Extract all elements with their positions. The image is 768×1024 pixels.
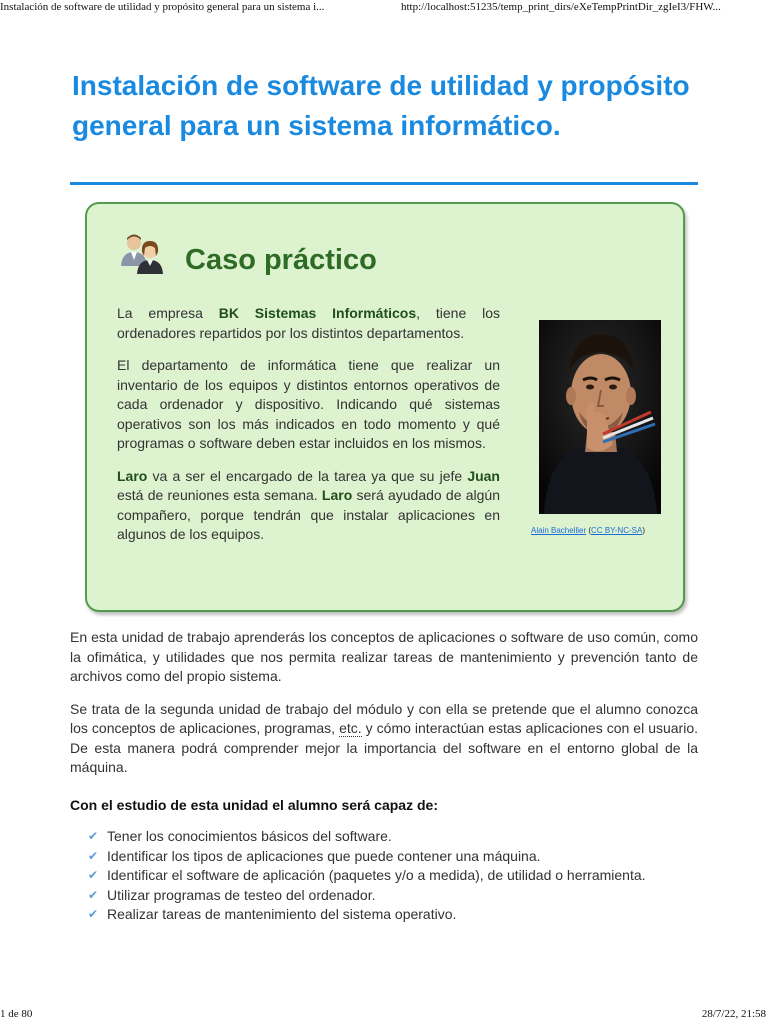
text-span: y cómo interactúan estas aplicaciones con el usuario. De esta manera podrá comprender mejor la importancia del software en el entorno global de la máquina. bbox=[70, 720, 699, 775]
list-item bbox=[88, 866, 698, 886]
case-study-box bbox=[85, 202, 685, 612]
print-footer bbox=[0, 1004, 768, 1024]
objective-text: Identificar los tipos de aplicaciones que puede contener una máquina. bbox=[107, 847, 541, 864]
page-title: Instalación de software de utilidad y propósito general para un sistema informático. bbox=[72, 70, 690, 141]
print-date: 28/7/22, 21:58 bbox=[701, 1008, 766, 1020]
text-span: , tiene los ordenadores repartidos por los distintos departamentos. bbox=[117, 305, 500, 341]
page-number: 1 de 80 bbox=[0, 1008, 33, 1020]
abbreviation: etc. bbox=[339, 720, 362, 736]
objective-text: Utilizar programas de testeo del ordenador. bbox=[107, 886, 376, 903]
print-header-title: Instalación de software de utilidad y propósito general para un sistema i... bbox=[0, 1, 325, 13]
check-icon: ✔ bbox=[88, 887, 99, 902]
list-item bbox=[88, 847, 698, 867]
company-name: BK Sistemas Informáticos bbox=[218, 305, 417, 321]
objective-text: Identificar el software de aplicación (paquetes y/o a medida), de utilidad o herramienta. bbox=[107, 867, 646, 883]
objective-text: Realizar tareas de mantenimiento del sistema operativo. bbox=[107, 906, 457, 922]
list-item bbox=[88, 905, 698, 925]
text-span: va a ser el encargado de la tarea ya que su jefe bbox=[147, 467, 468, 484]
text-span: Se trata de la segunda unidad de trabajo del módulo y con ella se pretende que el alumno conozca los conceptos de aplicaciones, programas, bbox=[70, 700, 698, 736]
person-name: Laro bbox=[321, 487, 353, 503]
people-icon bbox=[119, 232, 165, 276]
check-icon: ✔ bbox=[88, 868, 99, 882]
caption-paren-open: ( bbox=[588, 526, 592, 535]
check-icon: ✔ bbox=[88, 829, 99, 843]
unit-introduction bbox=[70, 628, 698, 925]
title-divider bbox=[70, 182, 698, 185]
case-paragraph-2: El departamento de informática tiene que realizar un inventario de los equipos y distintos entornos operativos de cada ordenador y dispositivo. Indicando qué sistemas operativos son los más indicados en todo momento y qué programas o software deben estar incluidos en los mismos. bbox=[117, 357, 500, 451]
photo-caption bbox=[531, 526, 661, 535]
case-paragraph-3 bbox=[117, 467, 500, 545]
person-name: Laro bbox=[117, 467, 148, 484]
list-item bbox=[88, 827, 698, 847]
objectives-list bbox=[70, 827, 698, 925]
person-name: Juan bbox=[467, 467, 500, 484]
check-icon: ✔ bbox=[88, 907, 99, 921]
case-study-heading: Caso práctico bbox=[185, 244, 377, 276]
print-header bbox=[0, 0, 768, 18]
photo-license-link[interactable]: CC BY-NC-SA bbox=[591, 526, 643, 535]
check-icon: ✔ bbox=[88, 848, 99, 863]
print-header-url: http://localhost:51235/temp_print_dirs/eXeTempPrintDir_zgIeI3/FHW... bbox=[401, 1, 721, 13]
intro-paragraph-2 bbox=[70, 700, 698, 778]
text-span: La empresa bbox=[117, 305, 219, 321]
portrait-photo bbox=[539, 320, 661, 514]
case-study-text bbox=[117, 304, 500, 558]
objective-text: Tener los conocimientos básicos del software. bbox=[107, 828, 392, 844]
objectives-heading: Con el estudio de esta unidad el alumno será capaz de: bbox=[70, 796, 438, 813]
text-span: está de reuniones esta semana. bbox=[117, 487, 322, 503]
caption-paren-close: ) bbox=[642, 526, 645, 535]
case-paragraph-1 bbox=[117, 304, 500, 343]
photo-author-link[interactable]: Alain Bachellier bbox=[531, 526, 587, 535]
list-item bbox=[88, 886, 698, 906]
intro-paragraph-1: En esta unidad de trabajo aprenderás los conceptos de aplicaciones o software de uso común, como la ofimática, y utilidades que nos permita realizar tareas de mantenimiento y prevención tanto de archivos como del propio sistema. bbox=[70, 629, 698, 684]
text-span: será ayudado de algún compañero, porque tendrán que instalar aplicaciones en algunos de los equipos. bbox=[117, 487, 500, 542]
